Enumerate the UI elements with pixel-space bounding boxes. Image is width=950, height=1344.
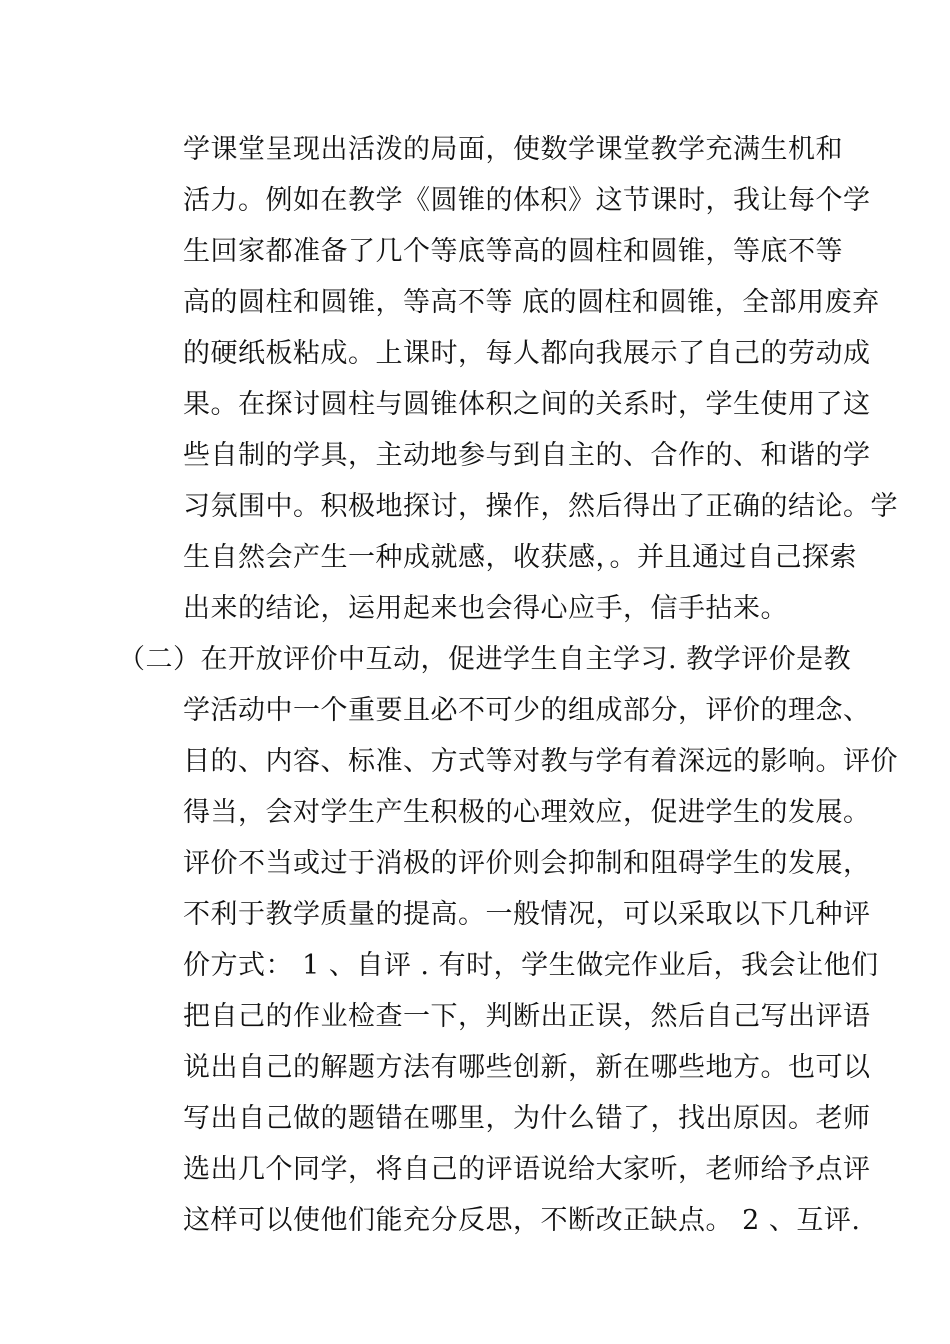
text-line: 把自己的作业检查一下，判断出正误，然后自己写出评语 bbox=[183, 1001, 871, 1032]
text-line: 高的圆柱和圆锥，等高不等 底的圆柱和圆锥，全部用废弃 bbox=[183, 287, 880, 318]
text-line: 学活动中一个重要且必不可少的组成部分，评价的理念、 bbox=[183, 695, 871, 726]
text-line: 活力。例如在教学《圆锥的体积》这节课时，我让每个学 bbox=[183, 185, 871, 216]
text-line: 目的、内容、标准、方式等对教与学有着深远的影响。评价 bbox=[183, 746, 898, 777]
text-line: 学课堂呈现出活泼的局面，使数学课堂教学充满生机和 bbox=[183, 134, 843, 165]
text-line: 生回家都准备了几个等底等高的圆柱和圆锥，等底不等 bbox=[183, 236, 843, 267]
text-line: 习氛围中。积极地探讨，操作，然后得出了正确的结论。学 bbox=[183, 491, 898, 522]
text-line: 出来的结论，运用起来也会得心应手，信手拈来。 bbox=[183, 593, 788, 624]
section-heading-line: （二）在开放评价中互动，促进学生自主学习. 教学评价是教 bbox=[118, 644, 852, 675]
text-line: 评价不当或过于消极的评价则会抑制和阻碍学生的发展， bbox=[183, 848, 871, 879]
text-line: 果。在探讨圆柱与圆锥体积之间的关系时，学生使用了这 bbox=[183, 389, 871, 420]
text-line: 选出几个同学，将自己的评语说给大家听，老师给予点评 bbox=[183, 1154, 871, 1185]
text-line: 不利于教学质量的提高。一般情况，可以采取以下几种评 bbox=[183, 899, 871, 930]
text-line: 得当，会对学生产生积极的心理效应，促进学生的发展。 bbox=[183, 797, 871, 828]
text-line: 写出自己做的题错在哪里，为什么错了，找出原因。老师 bbox=[183, 1103, 871, 1134]
text-line: 这样可以使他们能充分反思，不断改正缺点。 2 、互评. bbox=[183, 1205, 861, 1236]
text-line: 些自制的学具，主动地参与到自主的、合作的、和谐的学 bbox=[183, 440, 871, 471]
text-line: 的硬纸板粘成。上课时，每人都向我展示了自己的劳动成 bbox=[183, 338, 871, 369]
text-line: 说出自己的解题方法有哪些创新，新在哪些地方。也可以 bbox=[183, 1052, 871, 1083]
text-line: 生自然会产生一种成就感，收获感，。并且通过自己探索 bbox=[183, 542, 857, 573]
text-line: 价方式： 1 、自评 . 有时，学生做完作业后，我会让他们 bbox=[183, 950, 879, 981]
